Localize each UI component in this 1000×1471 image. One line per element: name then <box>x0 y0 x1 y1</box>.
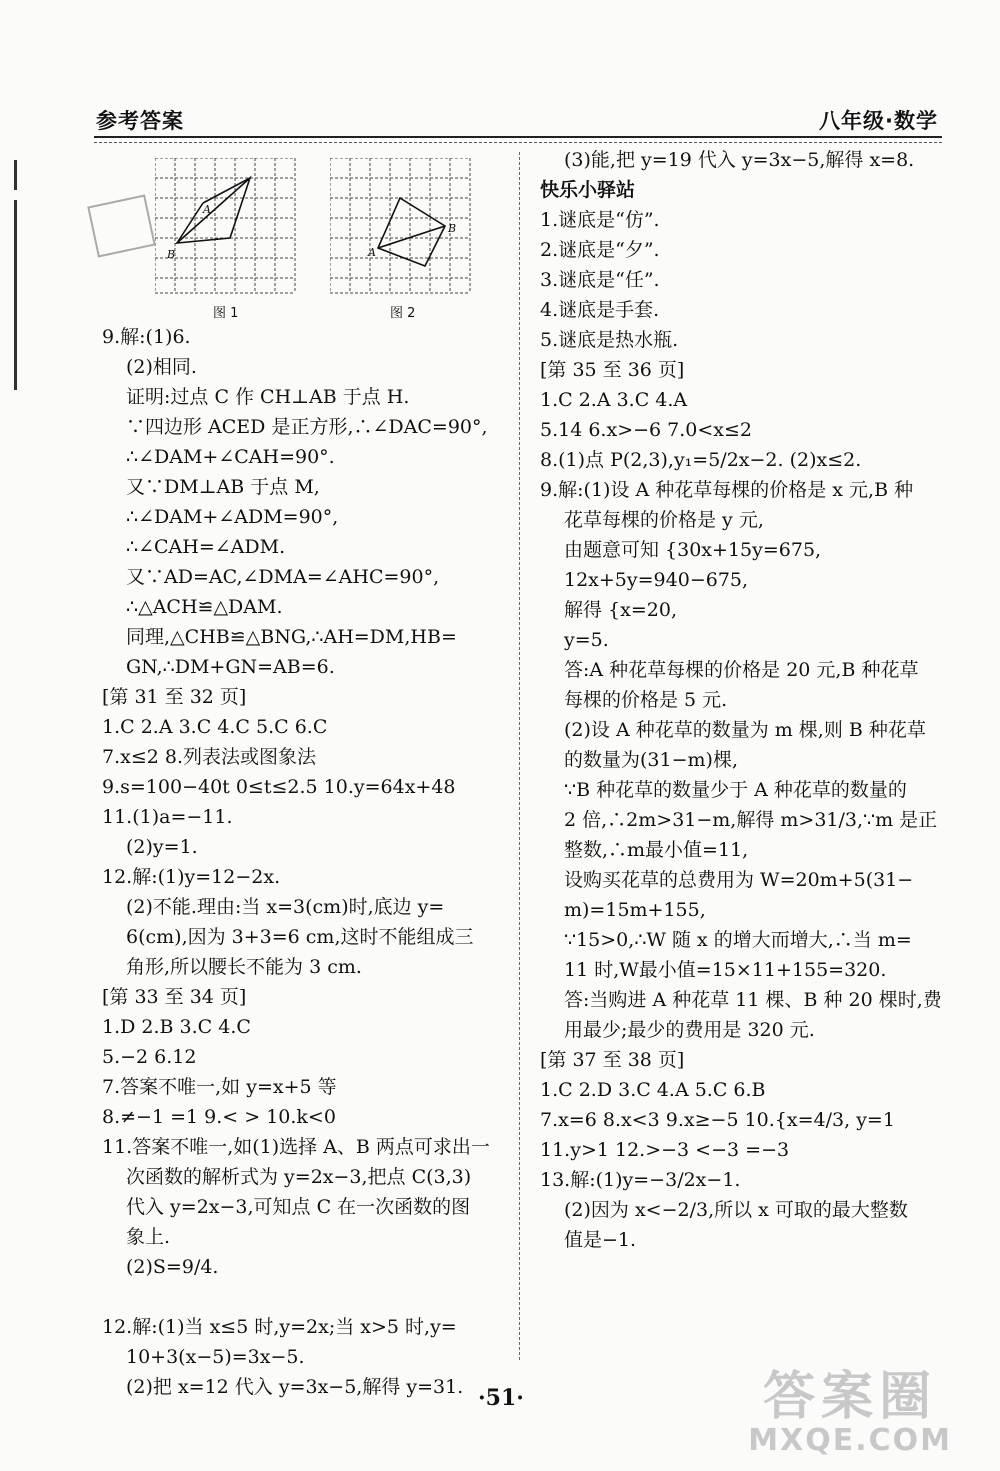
left-answer-line: (2)S=9/4. <box>126 1256 219 1278</box>
left-answer-line: 11.(1)a=−11. <box>102 806 233 828</box>
right-answer-line: m)=15m+155, <box>564 899 706 921</box>
left-answer-line: (2)y=1. <box>126 836 198 858</box>
left-answer-line: 8.≠−1 =1 9.< > 10.k<0 <box>102 1106 336 1128</box>
right-answer-line: (2)因为 x<−2/3,所以 x 可取的最大整数 <box>564 1199 908 1221</box>
right-answer-line: [第 35 至 36 页] <box>540 359 685 381</box>
left-answer-line: GN,∴DM+GN=AB=6. <box>126 656 335 678</box>
header-right-title: 八年级·数学 <box>819 109 938 133</box>
svg-text:A: A <box>368 246 376 259</box>
right-answer-line: 每棵的价格是 5 元. <box>564 689 728 711</box>
right-answer-line: 1.C 2.D 3.C 4.A 5.C 6.B <box>540 1079 766 1101</box>
watermark-logo <box>748 1369 952 1457</box>
right-answer-line: 12x+5y=940−675, <box>564 569 749 591</box>
left-answer-line: (2)不能.理由:当 x=3(cm)时,底边 y= <box>126 896 445 918</box>
header-dashed-rule <box>94 142 942 143</box>
figure-2-caption: 图 2 <box>390 306 416 321</box>
header-rule <box>94 136 942 138</box>
right-answer-line: 7.x=6 8.x<3 9.x≥−5 10.{x=4/3, y=1 <box>540 1109 895 1131</box>
svg-text:A: A <box>203 203 211 216</box>
left-answer-line: 1.D 2.B 3.C 4.C <box>102 1016 251 1038</box>
figure-2-grid <box>330 158 475 298</box>
right-answer-line: 5.谜底是热水瓶. <box>540 329 679 351</box>
page-number: ·51· <box>478 1385 524 1411</box>
right-answer-line: 的数量为(31−m)棵, <box>564 749 738 771</box>
left-answer-column <box>102 322 512 1402</box>
left-answer-line: [第 33 至 34 页] <box>102 986 247 1008</box>
left-answer-line: (2)相同. <box>126 356 197 378</box>
left-answer-line: 又∵DM⊥AB 于点 M, <box>126 476 320 498</box>
svg-text:B: B <box>448 222 457 235</box>
left-answer-line: 10+3(x−5)=3x−5. <box>126 1346 305 1368</box>
right-answer-line: 1.谜底是“仿”. <box>540 209 660 231</box>
left-answer-line: ∴∠DAM+∠CAH=90°. <box>126 446 335 468</box>
right-answer-line: 解得 {x=20, <box>564 599 677 621</box>
right-answer-line: 11.y>1 12.>−3 <−3 =−3 <box>540 1139 790 1161</box>
left-answer-line: ∴△ACH≌△DAM. <box>126 596 283 618</box>
left-answer-line: 次函数的解析式为 y=2x−3,把点 C(3,3) <box>126 1166 472 1188</box>
left-answer-line: 象上. <box>126 1226 171 1248</box>
right-answer-line: [第 37 至 38 页] <box>540 1049 685 1071</box>
right-answer-line: (2)设 A 种花草的数量为 m 棵,则 B 种花草 <box>564 719 926 741</box>
right-answer-line: 值是−1. <box>564 1229 637 1251</box>
left-answer-line: ∴∠DAM+∠ADM=90°, <box>126 506 339 528</box>
right-answer-line: 13.解:(1)y=−3/2x−1. <box>540 1169 741 1191</box>
left-answer-line: 同理,△CHB≌△BNG,∴AH=DM,HB= <box>126 626 457 648</box>
right-answer-line: 1.C 2.A 3.C 4.A <box>540 389 688 411</box>
left-answer-line: 12.解:(1)当 x≤5 时,y=2x;当 x>5 时,y= <box>102 1316 457 1338</box>
stamp-image <box>87 194 156 257</box>
left-answer-line: 11.答案不唯一,如(1)选择 A、B 两点可求出一 <box>102 1136 490 1158</box>
right-answer-line: 快乐小驿站 <box>540 179 636 201</box>
right-answer-line: 2 倍,∴2m>31−m,解得 m>31/3,∵m 是正 <box>564 809 938 831</box>
right-answer-line: 3.谜底是“任”. <box>540 269 660 291</box>
left-answer-line: ∴∠CAH=∠ADM. <box>126 536 286 558</box>
right-answer-line: 4.谜底是手套. <box>540 299 660 321</box>
figure-1-caption: 图 1 <box>213 306 239 321</box>
right-answer-line: 2.谜底是“夕”. <box>540 239 660 261</box>
right-answer-line: 11 时,W最小值=15×11+155=320. <box>564 959 887 981</box>
left-answer-line: (2)把 x=12 代入 y=3x−5,解得 y=31. <box>126 1376 464 1398</box>
left-answer-line: [第 31 至 32 页] <box>102 686 247 708</box>
left-answer-line: 9.s=100−40t 0≤t≤2.5 10.y=64x+48 <box>102 776 456 798</box>
left-answer-line: 6(cm),因为 3+3=6 cm,这时不能组成三 <box>126 926 474 948</box>
left-answer-line: 7.答案不唯一,如 y=x+5 等 <box>102 1076 337 1098</box>
right-answer-line: (3)能,把 y=19 代入 y=3x−5,解得 x=8. <box>564 149 915 171</box>
right-answer-line: y=5. <box>564 629 609 651</box>
right-answer-line: 答:A 种花草每棵的价格是 20 元,B 种花草 <box>564 659 919 681</box>
left-answer-line: 代入 y=2x−3,可知点 C 在一次函数的图 <box>126 1196 471 1218</box>
svg-text:B: B <box>167 248 176 261</box>
left-answer-line: 证明:过点 C 作 CH⊥AB 于点 H. <box>126 386 410 408</box>
margin-binding-mark <box>14 200 17 390</box>
right-answer-line: 由题意可知 {30x+15y=675, <box>564 539 822 561</box>
left-answer-line: ∵四边形 ACED 是正方形,∴∠DAC=90°, <box>126 416 488 438</box>
left-answer-line: 又∵AD=AC,∠DMA=∠AHC=90°, <box>126 566 440 588</box>
left-answer-line: 7.x≤2 8.列表法或图象法 <box>102 746 317 768</box>
left-answer-line: 9.解:(1)6. <box>102 326 191 348</box>
right-answer-line: 答:当购进 A 种花草 11 棵、B 种 20 棵时,费 <box>564 989 942 1011</box>
right-answer-line: 用最少;最少的费用是 320 元. <box>564 1019 815 1041</box>
margin-binding-mark <box>14 160 17 190</box>
column-divider <box>519 152 520 1360</box>
watermark-line1: 答案圈 <box>763 1367 938 1427</box>
left-answer-line: 1.C 2.A 3.C 4.C 5.C 6.C <box>102 716 328 738</box>
header-left-title: 参考答案 <box>96 109 184 133</box>
left-answer-line: 角形,所以腰长不能为 3 cm. <box>126 956 362 978</box>
right-answer-line: 设购买花草的总费用为 W=20m+5(31− <box>564 869 914 891</box>
right-answer-column <box>540 145 942 1255</box>
right-answer-line: ∵B 种花草的数量少于 A 种花草的数量的 <box>564 779 907 801</box>
left-answer-line: 12.解:(1)y=12−2x. <box>102 866 281 888</box>
watermark-line2: MXQE.COM <box>748 1423 952 1458</box>
right-answer-line: 5.14 6.x>−6 7.0<x≤2 <box>540 419 753 441</box>
right-answer-line: ∵15>0,∴W 随 x 的增大而增大,∴当 m= <box>564 929 912 951</box>
right-answer-line: 花草每棵的价格是 y 元, <box>564 509 764 531</box>
right-answer-line: 整数,∴m最小值=11, <box>564 839 749 861</box>
right-answer-line: 9.解:(1)设 A 种花草每棵的价格是 x 元,B 种 <box>540 479 914 501</box>
figure-1-grid <box>155 158 300 298</box>
right-answer-line: 8.(1)点 P(2,3),y₁=5/2x−2. (2)x≤2. <box>540 449 862 471</box>
left-answer-line: 5.−2 6.12 <box>102 1046 197 1068</box>
left-answer-line <box>102 1282 512 1312</box>
